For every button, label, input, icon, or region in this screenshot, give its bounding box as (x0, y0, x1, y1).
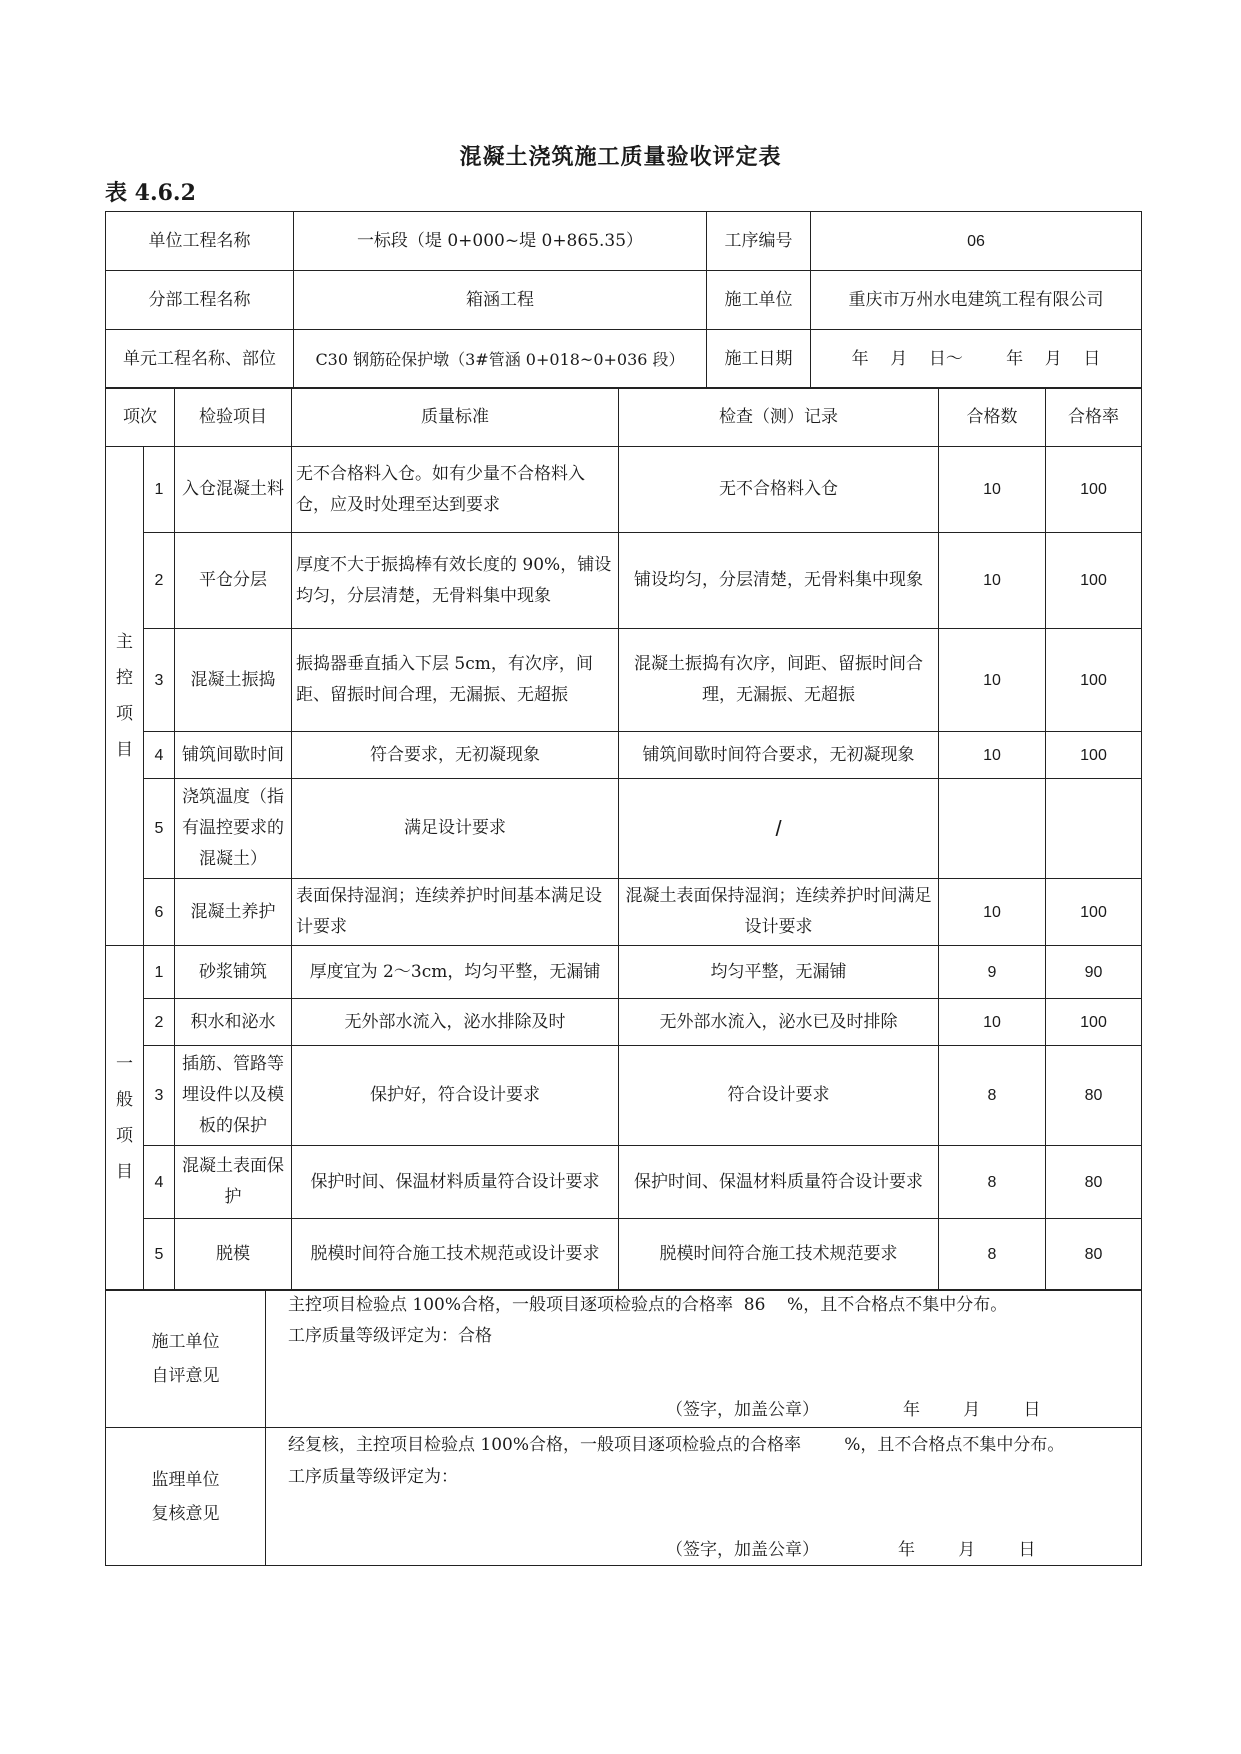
row-record: / (619, 779, 939, 879)
row-item: 砂浆铺筑 (175, 946, 292, 999)
row-count: 9 (939, 946, 1046, 999)
row-rate (1046, 779, 1142, 879)
row-rate: 90 (1046, 946, 1142, 999)
row-number: 3 (144, 1046, 175, 1146)
row-number: 2 (144, 533, 175, 629)
row-count: 8 (939, 1219, 1046, 1291)
element-label: 单元工程名称、部位 (106, 330, 294, 389)
row-number: 1 (144, 946, 175, 999)
process-no-value: 06 (811, 212, 1142, 271)
supervisor-opinion-line1: 经复核，主控项目检验点 100%合格，一般项目逐项检验点的合格率 %，且不合格点不集中分布。 (288, 1435, 1065, 1455)
row-rate: 100 (1046, 732, 1142, 779)
project-info-table (105, 211, 1142, 389)
table-row (106, 1219, 1142, 1291)
row-record: 混凝土表面保持湿润；连续养护时间满足设计要求 (619, 879, 939, 946)
contractor-signature-date: 年 月 日 (903, 1400, 1041, 1420)
row-item: 铺筑间歇时间 (175, 732, 292, 779)
row-record: 铺设均匀，分层清楚，无骨料集中现象 (619, 533, 939, 629)
supervisor-opinion-row (106, 1428, 1142, 1566)
sub-project-value: 箱涵工程 (294, 271, 707, 330)
table-row (106, 533, 1142, 629)
contractor-opinion-row (106, 1290, 1142, 1428)
table-row (106, 879, 1142, 946)
row-rate: 100 (1046, 447, 1142, 533)
row-count: 8 (939, 1046, 1046, 1146)
header-pass-count: 合格数 (939, 388, 1046, 447)
supervisor-opinion-body (266, 1428, 1142, 1566)
header-row (106, 388, 1142, 447)
info-row (106, 330, 1142, 389)
contractor-opinion-label: 施工单位 自评意见 (106, 1290, 266, 1428)
row-number: 2 (144, 999, 175, 1046)
row-number: 6 (144, 879, 175, 946)
header-pass-rate: 合格率 (1046, 388, 1142, 447)
unit-project-value: 一标段（堤 0+000~堤 0+865.35） (294, 212, 707, 271)
row-number: 5 (144, 779, 175, 879)
row-rate: 80 (1046, 1146, 1142, 1219)
process-no-label: 工序编号 (707, 212, 811, 271)
header-check-item: 检验项目 (175, 388, 292, 447)
row-number: 5 (144, 1219, 175, 1291)
row-number: 3 (144, 629, 175, 732)
row-rate: 100 (1046, 879, 1142, 946)
row-count: 8 (939, 1146, 1046, 1219)
opinion-table (105, 1289, 1142, 1566)
header-item: 项次 (106, 388, 175, 447)
row-count: 10 (939, 999, 1046, 1046)
row-item: 平仓分层 (175, 533, 292, 629)
element-value: C30 钢筋砼保护墩（3#管涵 0+018~0+036 段） (294, 330, 707, 389)
contractor-signature-label: （签字，加盖公章） (666, 1400, 819, 1420)
row-standard: 厚度宜为 2～3cm，均匀平整，无漏铺 (292, 946, 619, 999)
row-record: 无不合格料入仓 (619, 447, 939, 533)
row-record: 符合设计要求 (619, 1046, 939, 1146)
row-count: 10 (939, 447, 1046, 533)
row-standard: 保护好，符合设计要求 (292, 1046, 619, 1146)
inspection-table (105, 387, 1142, 1291)
sub-project-label: 分部工程名称 (106, 271, 294, 330)
row-count (939, 779, 1046, 879)
supervisor-opinion-label: 监理单位 复核意见 (106, 1428, 266, 1566)
row-rate: 80 (1046, 1219, 1142, 1291)
table-number: 表 4.6.2 (105, 180, 196, 206)
date-label: 施工日期 (707, 330, 811, 389)
row-standard: 保护时间、保温材料质量符合设计要求 (292, 1146, 619, 1219)
supervisor-opinion-line2: 工序质量等级评定为： (288, 1467, 458, 1487)
header-record: 检查（测）记录 (619, 388, 939, 447)
unit-project-label: 单位工程名称 (106, 212, 294, 271)
row-count: 10 (939, 629, 1046, 732)
table-row (106, 1146, 1142, 1219)
row-standard: 脱模时间符合施工技术规范或设计要求 (292, 1219, 619, 1291)
table-row (106, 779, 1142, 879)
supervisor-signature-date: 年 月 日 (898, 1540, 1036, 1560)
row-record: 均匀平整，无漏铺 (619, 946, 939, 999)
table-row (106, 999, 1142, 1046)
info-row (106, 212, 1142, 271)
row-record: 脱模时间符合施工技术规范要求 (619, 1219, 939, 1291)
row-count: 10 (939, 732, 1046, 779)
page-title: 混凝土浇筑施工质量验收评定表 (459, 144, 782, 170)
row-standard: 符合要求，无初凝现象 (292, 732, 619, 779)
contractor-value: 重庆市万州水电建筑工程有限公司 (811, 271, 1142, 330)
row-rate: 100 (1046, 629, 1142, 732)
main-group-label: 主 控 项 目 (106, 447, 144, 946)
row-count: 10 (939, 879, 1046, 946)
row-number: 1 (144, 447, 175, 533)
general-group-label: 一 般 项 目 (106, 946, 144, 1291)
row-item: 插筋、管路等埋设件以及模板的保护 (175, 1046, 292, 1146)
row-count: 10 (939, 533, 1046, 629)
table-row (106, 946, 1142, 999)
info-row (106, 271, 1142, 330)
row-record: 保护时间、保温材料质量符合设计要求 (619, 1146, 939, 1219)
table-row (106, 732, 1142, 779)
row-standard: 无不合格料入仓。如有少量不合格料入仓，应及时处理至达到要求 (292, 447, 619, 533)
contractor-opinion-body (266, 1290, 1142, 1428)
row-standard: 厚度不大于振捣棒有效长度的 90%，铺设均匀，分层清楚，无骨料集中现象 (292, 533, 619, 629)
row-record: 无外部水流入，泌水已及时排除 (619, 999, 939, 1046)
row-item: 混凝土振捣 (175, 629, 292, 732)
table-row (106, 447, 1142, 533)
contractor-opinion-line1: 主控项目检验点 100%合格，一般项目逐项检验点的合格率 86 %，且不合格点不集中分布。 (288, 1295, 1008, 1315)
row-item: 浇筑温度（指有温控要求的混凝土） (175, 779, 292, 879)
row-item: 混凝土养护 (175, 879, 292, 946)
supervisor-signature-label: （签字，加盖公章） (666, 1540, 819, 1560)
row-rate: 100 (1046, 999, 1142, 1046)
row-record: 铺筑间歇时间符合要求，无初凝现象 (619, 732, 939, 779)
table-row (106, 629, 1142, 732)
contractor-opinion-line2: 工序质量等级评定为：合格 (288, 1326, 492, 1346)
date-value: 年 月 日～ 年 月 日 (811, 330, 1142, 389)
row-standard: 满足设计要求 (292, 779, 619, 879)
row-standard: 表面保持湿润；连续养护时间基本满足设计要求 (292, 879, 619, 946)
row-item: 积水和泌水 (175, 999, 292, 1046)
row-record: 混凝土振捣有次序，间距、留振时间合理，无漏振、无超振 (619, 629, 939, 732)
row-rate: 100 (1046, 533, 1142, 629)
row-number: 4 (144, 1146, 175, 1219)
row-standard: 无外部水流入，泌水排除及时 (292, 999, 619, 1046)
row-number: 4 (144, 732, 175, 779)
row-item: 混凝土表面保护 (175, 1146, 292, 1219)
row-standard: 振捣器垂直插入下层 5cm，有次序，间距、留振时间合理，无漏振、无超振 (292, 629, 619, 732)
table-row (106, 1046, 1142, 1146)
header-standard: 质量标准 (292, 388, 619, 447)
row-item: 入仓混凝土料 (175, 447, 292, 533)
contractor-label: 施工单位 (707, 271, 811, 330)
row-item: 脱模 (175, 1219, 292, 1291)
row-rate: 80 (1046, 1046, 1142, 1146)
